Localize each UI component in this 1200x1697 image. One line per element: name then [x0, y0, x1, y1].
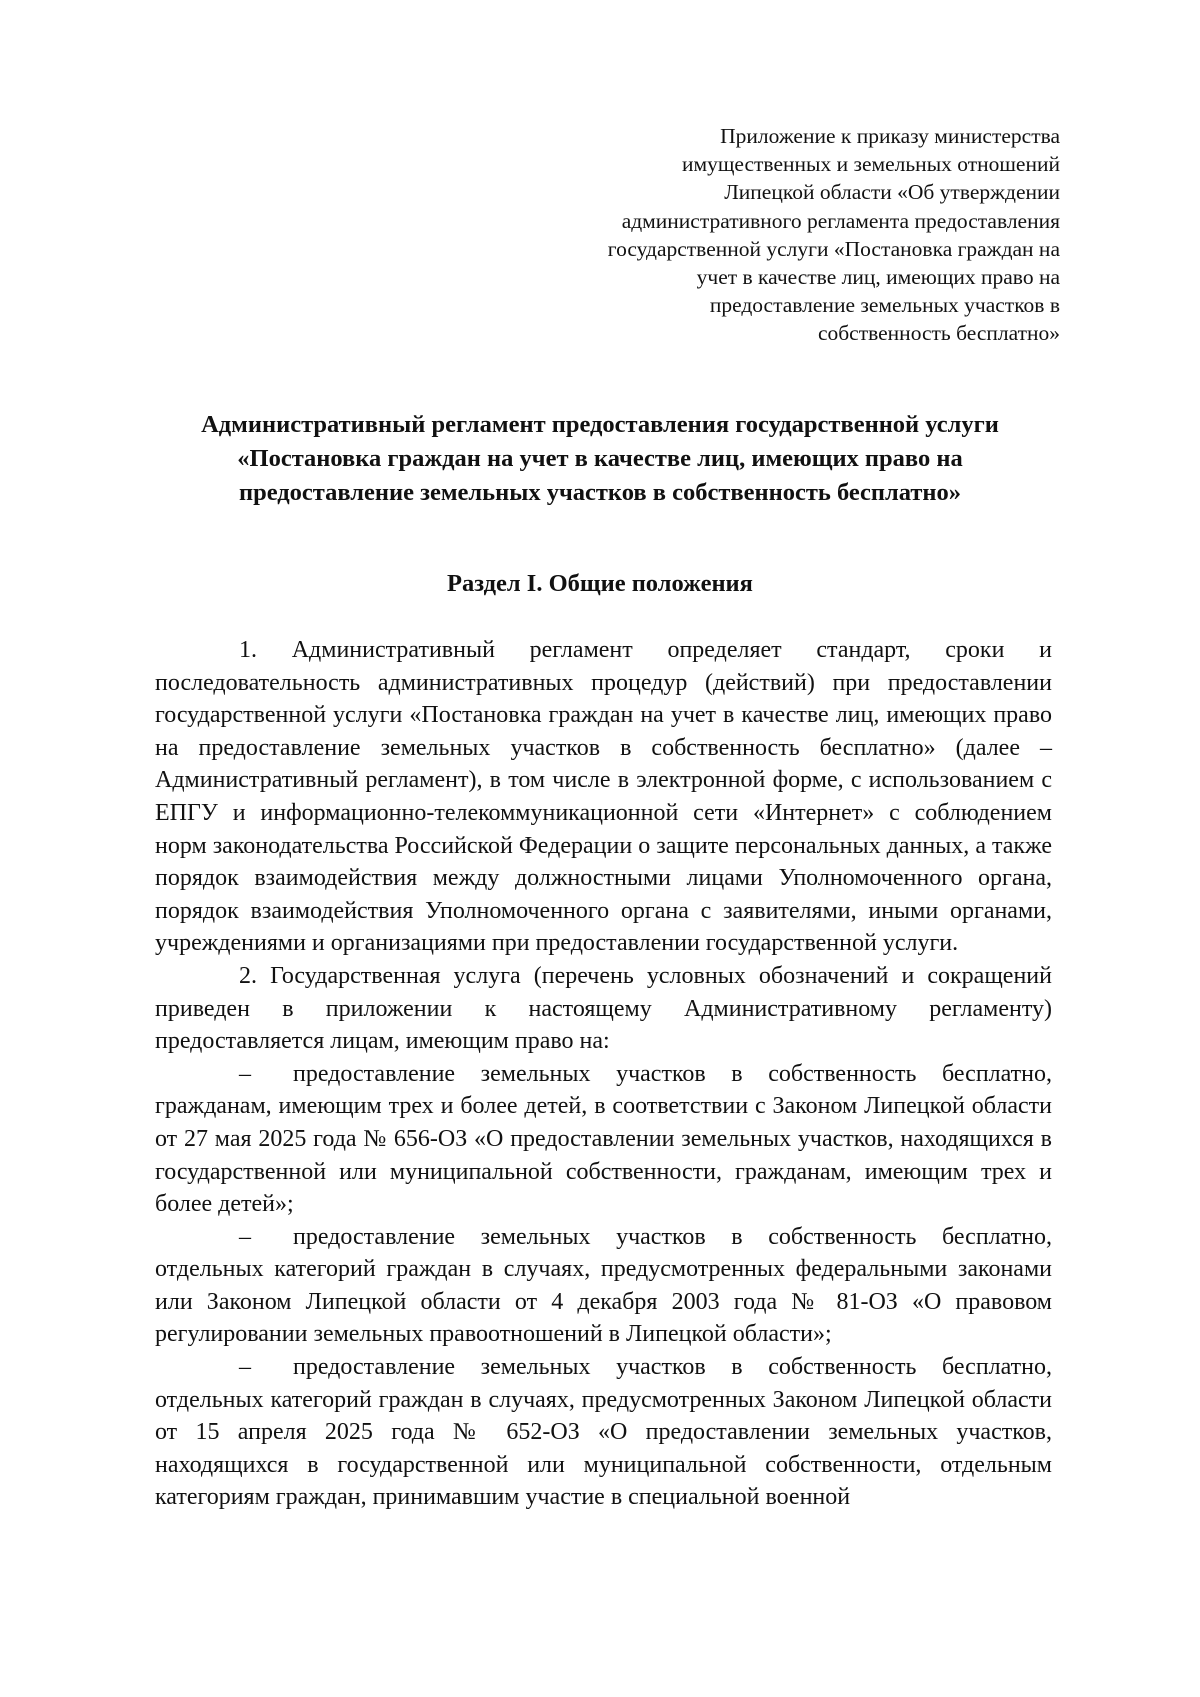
- dash-bullet: –: [239, 1060, 251, 1087]
- list-item-text: предоставление земельных участков в собственность бесплатно, отдельных категорий граждан в случаях, предусмотренных Законом Липецкой области от 15 апреля 2025 года № 652-ОЗ «О предоставлении земельных участков, находящихся в государственной или муниципальной собственности, отдельным категориям граждан, принимавшим участие в специальной военной: [155, 1354, 1052, 1511]
- appendix-note-line: учет в качестве лиц, имеющих право на: [696, 265, 1060, 290]
- appendix-note: [500, 122, 1060, 348]
- appendix-note-line: собственность бесплатно»: [817, 321, 1060, 346]
- document-title-line: «Постановка граждан на учет в качестве лиц, имеющих право на: [237, 445, 963, 472]
- list-item-text: предоставление земельных участков в собственность бесплатно, отдельных категорий граждан в случаях, предусмотренных федеральными законами или Законом Липецкой области от 4 декабря 2003 года № 81-ОЗ «О правовом регулировании земельных правоотношений в Липецкой области»;: [155, 1223, 1052, 1348]
- paragraph-1: 1. Административный регламент определяет стандарт, сроки и последовательность административных процедур (действий) при предоставлении государственной услуги «Постановка граждан на учет в качестве лиц, имеющих право на предоставление земельных участков в собственность бесплатно» (далее – Административный регламент), в том числе в электронной форме, с использованием с ЕПГУ и информационно-телекоммуникационной сети «Интернет» с соблюдением норм законодательства Российской Федерации о защите персональных данных, а также порядок взаимодействия между должностными лицами Уполномоченного органа, порядок взаимодействия Уполномоченного органа с заявителями, иными органами, учреждениями и организациями при предоставлении государственной услуги.: [155, 637, 1052, 957]
- list-item: [155, 1058, 1052, 1221]
- list-item: [155, 1221, 1052, 1351]
- appendix-note-line: государственной услуги «Постановка граждан на: [607, 236, 1060, 261]
- appendix-note-line: предоставление земельных участков в: [709, 293, 1060, 318]
- dash-bullet: –: [239, 1223, 251, 1250]
- document-title: [150, 408, 1050, 510]
- paragraph-2: 2. Государственная услуга (перечень условных обозначений и сокращений приведен в приложении к настоящему Административному регламенту) предоставляется лицам, имеющим право на:: [155, 962, 1052, 1055]
- list-item-text: предоставление земельных участков в собственность бесплатно, гражданам, имеющим трех и более детей, в соответствии с Законом Липецкой области от 27 мая 2025 года № 656-ОЗ «О предоставлении земельных участков, находящихся в государственной или муниципальной собственности, гражданам, имеющим трех и более детей»;: [155, 1060, 1052, 1218]
- document-title-line: Административный регламент предоставления государственной услуги: [201, 411, 999, 438]
- appendix-note-line: административного регламента предоставления: [621, 208, 1060, 233]
- appendix-note-line: имущественных и земельных отношений: [682, 152, 1060, 177]
- section-heading: Раздел I. Общие положения: [447, 570, 753, 597]
- appendix-note-line: Приложение к приказу министерства: [720, 124, 1060, 148]
- list-item: [155, 1351, 1052, 1514]
- dash-bullet: –: [239, 1354, 251, 1381]
- document-body: [155, 634, 1052, 1514]
- document-title-line: предоставление земельных участков в собственность бесплатно»: [238, 479, 962, 506]
- appendix-note-line: Липецкой области «Об утверждении: [724, 180, 1060, 205]
